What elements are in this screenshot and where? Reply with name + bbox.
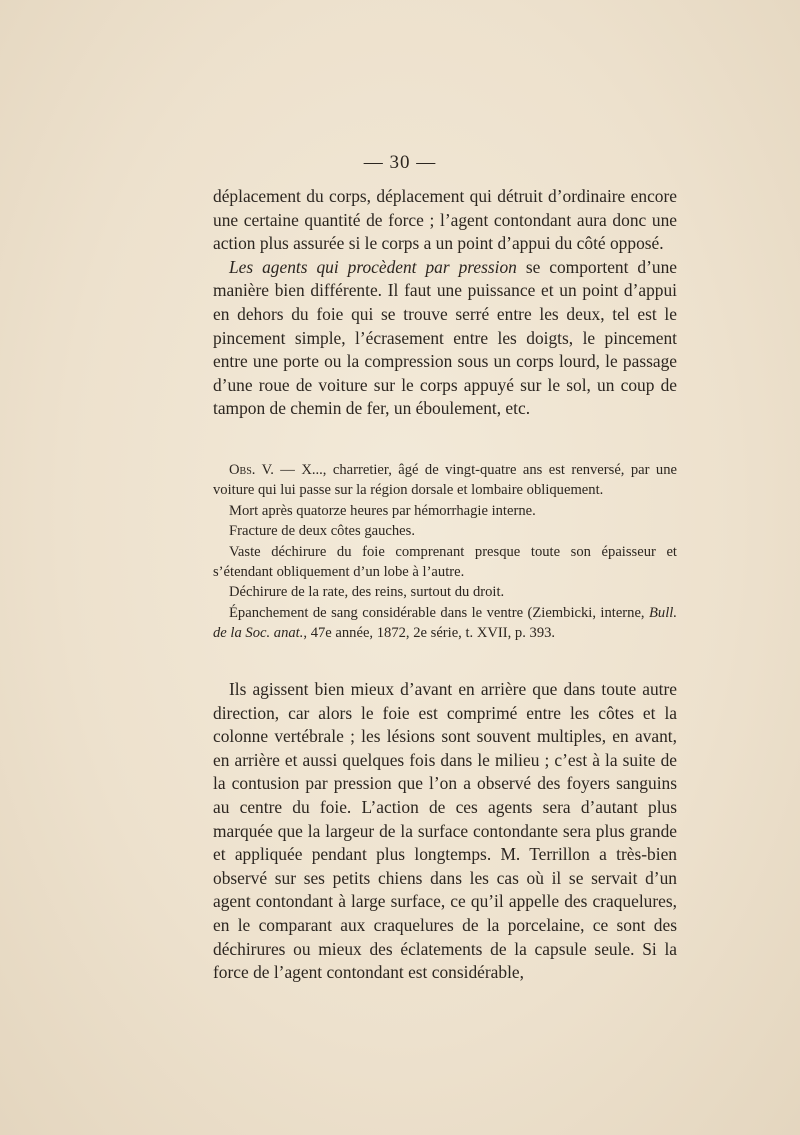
observation-citation: Bull. de la Soc. anat. [213,604,677,642]
paragraph-3: Ils agissent bien mieux d’avant en arrière que dans toute autre direction, car alors le foie est comprimé entre les côtes et la colonne vertébrale ; les lésions sont souvent multiples, en avant, en arrière et aussi quelques fois dans le milieu ; c’est à la suite de la contusion par pression que l’on a observé des foyers sanguins au centre du foie. L’action de ces agents sera d’autant plus marquée que la largeur de la surface contondante sera plus grande et appliquée pendant plus longtemps. M. Terrillon a très-bien observé sur ses petits chiens dans les cas où il se servait d’un agent contondant à large surface, ce qu’il appelle des craquelures, en le comparant aux craquelures de la porcelaine, ce sont des déchirures ou mieux des éclatements de la capsule seule. Si la force de l’agent contondant est considérable, [213,679,677,983]
paragraph-2 [213,256,677,421]
observation-line-3: Fracture de deux côtes gauches. [229,523,415,540]
page-number: — 30 — [363,152,437,173]
observation-line-5: Déchirure de la rate, des reins, surtout du droit. [229,584,505,601]
observation-line-6-end: , 47e année, 1872, 2e série, t. XVII, p. 393. [303,625,556,642]
observation-line-6-start: Épanchement de sang considérable dans le ventre (Ziembicki, interne, [229,604,650,621]
text-block-bottom [213,678,677,985]
observation-text-1: — X..., charretier, âgé de vingt-quatre ans est renversé, par une voiture qui lui passe sur la région dorsale et lombaire obliquement. [213,462,677,499]
observation-line-4: Vaste déchirure du foie comprenant presque toute son épaisseur et s’étendant obliquement d’un lobe à l’autre. [213,543,677,581]
paragraph-1: déplacement du corps, déplacement qui détruit d’ordinaire encore une certaine quantité de force ; l’agent contondant aura donc une action plus assurée si le corps a un point d’appui du côté opposé. [213,186,677,254]
observation-block [213,460,677,644]
observation-label: Obs. V. [229,462,274,478]
observation-line-2: Mort après quatorze heures par hémorrhagie interne. [229,502,536,519]
paragraph-2-rest: se comportent d’une manière bien différente. Il faut une puissance et un point d’appui en dehors du foie qui se trouve serré entre les deux, tel est le pincement simple, l’écrasement entre les doigts, le pincement entre une porte ou la compression sous un corps lourd, le passage d’une roue de voiture sur le corps appuyé sur le sol, un coup de tampon de chemin de fer, un éboulement, etc. [213,256,677,419]
observation-line-1 [213,460,677,501]
text-block-top [213,185,677,421]
observation-line-6 [213,603,677,644]
paragraph-2-italic: Les agents qui procèdent par pression [229,256,517,277]
